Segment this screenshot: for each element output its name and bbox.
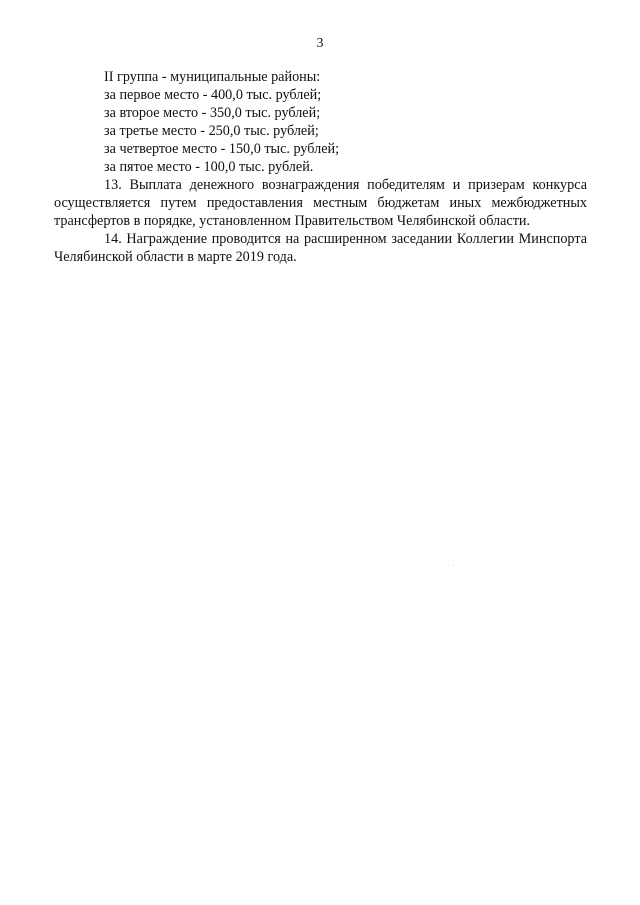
page-number: 3 bbox=[316, 36, 324, 51]
prize-first-place: за первое место - 400,0 тыс. рублей; bbox=[104, 87, 322, 103]
scan-speck bbox=[453, 565, 454, 566]
group-title: II группа - муниципальные районы: bbox=[104, 69, 321, 85]
paragraph-14-award-ceremony: 14. Награждение проводится на расширенном заседании Коллегии Минспорта Челябинской области в марте 2019 года. bbox=[54, 231, 587, 265]
prize-fourth-place: за четвертое место - 150,0 тыс. рублей; bbox=[104, 141, 340, 157]
prize-second-place: за второе место - 350,0 тыс. рублей; bbox=[104, 105, 321, 121]
document-body bbox=[54, 68, 587, 266]
paragraph-13-payment: 13. Выплата денежного вознаграждения победителям и призерам конкурса осуществляется путем предоставления местным бюджетам иных межбюджетных трансфертов в порядке, установленном Правительством Челябинской области. bbox=[54, 177, 587, 229]
prize-fifth-place: за пятое место - 100,0 тыс. рублей. bbox=[104, 159, 314, 175]
prize-third-place: за третье место - 250,0 тыс. рублей; bbox=[104, 123, 319, 139]
